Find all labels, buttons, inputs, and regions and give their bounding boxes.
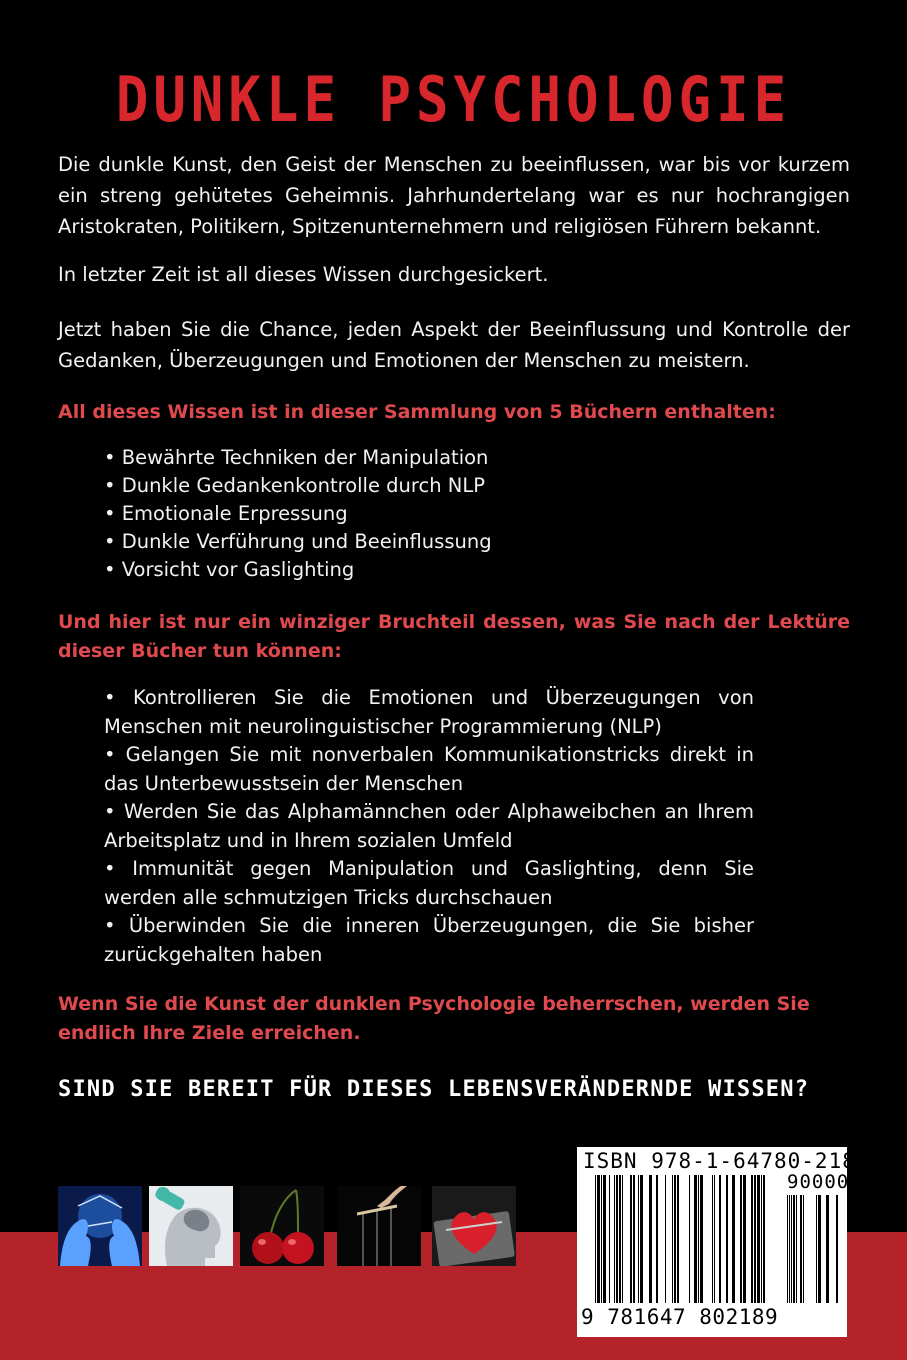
barcode-bar — [672, 1175, 673, 1303]
barcode-addon-bar — [793, 1195, 795, 1303]
benefit-text: Überwinden Sie die inneren Überzeugungen, die Sie bisher zurückgehalten haben — [104, 914, 755, 966]
barcode-digits: 9 781647 802189 — [581, 1305, 779, 1329]
intro-paragraph-2: In letzter Zeit ist all dieses Wissen durchgesickert. — [58, 263, 549, 286]
head-wrench-icon — [149, 1186, 233, 1266]
benefit-text: Gelangen Sie mit nonverbalen Kommunikationstricks direkt in das Unterbewusstsein der Menschen — [104, 743, 754, 795]
barcode-bar — [732, 1175, 735, 1303]
barcode-bar — [689, 1175, 690, 1303]
book-list-item: • Bewährte Techniken der Manipulation — [104, 444, 764, 472]
benefit-item: • Immunität gegen Manipulation und Gaslighting, denn Sie werden alle schmutzigen Tricks durchschauen — [104, 857, 755, 909]
barcode-bar — [751, 1175, 753, 1303]
isbn-barcode — [577, 1147, 884, 1337]
barcode-addon-bar — [836, 1195, 838, 1303]
barcode-bar — [712, 1175, 713, 1303]
barcode-addon-bar — [800, 1195, 802, 1303]
barcode-bar — [656, 1175, 658, 1303]
barcode-addon-number: 90000 — [787, 1171, 850, 1193]
barcode-bar — [619, 1175, 621, 1303]
barcode-bar — [719, 1175, 721, 1303]
barcode-bar — [595, 1175, 596, 1303]
book-list — [104, 444, 764, 584]
benefit-item: • Gelangen Sie mit nonverbalen Kommunikationstricks direkt in das Unterbewusstsein der Menschen — [104, 743, 754, 795]
barcode-bar — [763, 1175, 765, 1303]
barcode-bar — [757, 1175, 760, 1303]
heart-mousetrap-icon — [432, 1186, 516, 1266]
intro-paragraph-1: Die dunkle Kunst, den Geist der Menschen zu beeinflussen, war bis vor kurzem ein streng gehütetes Geheimnis. Jahrhundertelang war es nur hochrangigen Aristokraten, Politikern, Spitzenunternehmern und religiösen Führern bekannt. — [58, 153, 850, 238]
barcode-bar — [761, 1175, 762, 1303]
barcode-bar — [597, 1175, 600, 1303]
barcode-bar — [640, 1175, 643, 1303]
barcode-bar — [601, 1175, 602, 1303]
barcode-bar — [694, 1175, 697, 1303]
closing-statement: Wenn Sie die Kunst der dunklen Psychologie beherrschen, werden Sie endlich Ihre Ziele erreichen. — [58, 993, 810, 1044]
collection-heading: All dieses Wissen ist in dieser Sammlung von 5 Büchern enthalten: — [58, 401, 776, 423]
book-list-item: • Emotionale Erpressung — [104, 500, 764, 528]
cover-title: DUNKLE PSYCHOLOGIE — [115, 63, 792, 136]
barcode-addon-bar — [826, 1195, 829, 1303]
marionette-hand-icon — [337, 1186, 421, 1266]
benefit-item: • Überwinden Sie die inneren Überzeugungen, die Sie bisher zurückgehalten haben — [104, 914, 755, 966]
barcode-bar — [649, 1175, 652, 1303]
barcode-bar — [698, 1175, 699, 1303]
benefit-text: Immunität gegen Manipulation und Gaslighting, denn Sie werden alle schmutzigen Tricks durchschauen — [104, 857, 755, 909]
book-list-item: • Dunkle Verführung und Beeinflussung — [104, 528, 764, 556]
barcode-bar — [638, 1175, 639, 1303]
intro-paragraph-3: Jetzt haben Sie die Chance, jeden Aspekt der Beeinflussung und Kontrolle der Gedanken, Überzeugungen und Emotionen der Menschen zu meistern. — [58, 318, 850, 372]
barcode-bar — [700, 1175, 703, 1303]
barcode-bar — [754, 1175, 756, 1303]
barcode-bar — [674, 1175, 676, 1303]
barcode-addon-bar — [789, 1195, 790, 1303]
barcode-bar — [609, 1175, 610, 1303]
barcode-addon-bar — [787, 1195, 788, 1303]
book-list-item: • Dunkle Gedankenkontrolle durch NLP — [104, 472, 764, 500]
barcode-bar — [665, 1175, 666, 1303]
benefit-item: • Kontrollieren Sie die Emotionen und Überzeugungen von Menschen mit neurolinguistischer Programmierung (NLP) — [104, 686, 754, 738]
benefit-text: Kontrollieren Sie die Emotionen und Überzeugungen von Menschen mit neurolinguistischer Programmierung (NLP) — [104, 686, 754, 738]
barcode-bar — [743, 1175, 746, 1303]
barcode-bar — [622, 1175, 623, 1303]
benefits-list — [104, 684, 754, 969]
barcode-bar — [633, 1175, 635, 1303]
cherries-icon — [240, 1186, 324, 1266]
barcode-bar — [677, 1175, 679, 1303]
barcode-addon-bar — [816, 1195, 817, 1303]
benefits-heading: Und hier ist nur ein winziger Bruchteil dessen, was Sie nach der Lektüre dieser Bücher tun können: — [58, 611, 850, 662]
barcode-addon-bar — [803, 1195, 804, 1303]
barcode-bar — [714, 1175, 715, 1303]
barcode-bar — [630, 1175, 632, 1303]
barcode-addon-bar — [796, 1195, 797, 1303]
barcode-addon-bar — [818, 1195, 821, 1303]
barcode-bar — [616, 1175, 618, 1303]
barcode-bar — [740, 1175, 742, 1303]
isbn-label: ISBN 978-1-64780-218-9 — [583, 1149, 884, 1173]
benefit-item: • Werden Sie das Alphamännchen oder Alphaweibchen an Ihrem Arbeitsplatz und in Ihrem sozialen Umfeld — [104, 800, 754, 852]
barcode-bar — [614, 1175, 615, 1303]
benefit-text: Werden Sie das Alphamännchen oder Alphaweibchen an Ihrem Arbeitsplatz und in Ihrem sozialen Umfeld — [104, 800, 754, 852]
barcode-addon-bar — [791, 1195, 792, 1303]
call-to-action: SIND SIE BEREIT FÜR DIESES LEBENSVERÄNDERNDE WISSEN? — [58, 1077, 810, 1102]
barcode-bar — [603, 1175, 606, 1303]
book-list-item: • Vorsicht vor Gaslighting — [104, 556, 764, 584]
brain-silhouettes-icon — [58, 1186, 142, 1266]
barcode-bar — [726, 1175, 728, 1303]
